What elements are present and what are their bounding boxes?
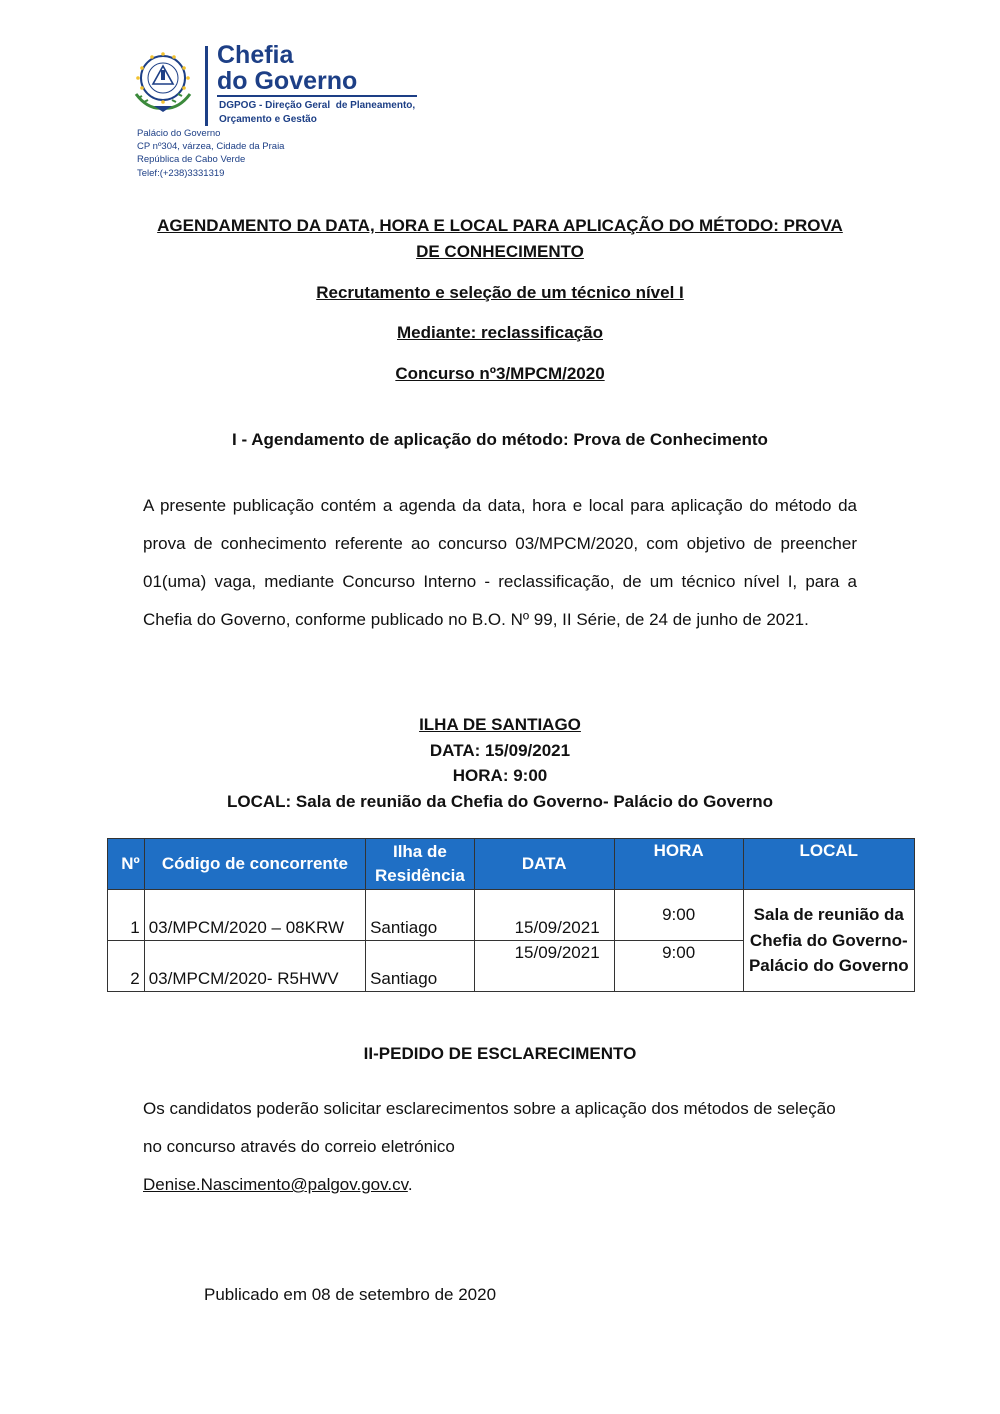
event-location: LOCAL: Sala de reunião da Chefia do Governo- Palácio do Governo — [227, 791, 773, 811]
recruitment-heading: Recrutamento e seleção de um técnico nível I — [316, 283, 684, 302]
row-location: Sala de reunião da Chefia do Governo- Palácio do Governo — [743, 890, 914, 992]
document-title-line2: DE CONHECIMENTO — [416, 242, 584, 261]
col-header-location: LOCAL — [743, 839, 914, 890]
clarification-paragraph: Os candidatos poderão solicitar esclarecimentos sobre a aplicação dos métodos de seleção no concurso através do correio eletrónico Denise.Nascimento@palgov.gov.cv. — [143, 1099, 836, 1194]
col-header-code: Código de concorrente — [144, 839, 365, 890]
col-header-num: Nº — [108, 839, 145, 890]
logo-title — [217, 42, 357, 94]
col-header-date: DATA — [474, 839, 614, 890]
section2-title: II-PEDIDO DE ESCLARECIMENTO — [363, 1044, 637, 1063]
address-block — [137, 127, 337, 180]
event-info — [140, 712, 860, 814]
address-line: Palácio do Governo — [137, 128, 221, 139]
table-header-row — [108, 839, 915, 890]
row-date: 15/09/2021 — [474, 941, 614, 992]
address-line: Telef:(+238)3331319 — [137, 167, 225, 179]
event-date: DATA: 15/09/2021 — [429, 740, 571, 760]
clarification-text: Os candidatos poderão solicitar esclarecimentos sobre a aplicação dos métodos de seleção no concurso através do correio eletrónico — [143, 1099, 836, 1156]
row-time: 9:00 — [614, 941, 743, 992]
row-time: 9:00 — [614, 890, 743, 941]
row-code: 03/MPCM/2020 – 08KRW — [144, 890, 365, 941]
document-title-line1: AGENDAMENTO DA DATA, HORA E LOCAL PARA APLICAÇÃO DO MÉTODO: PROVA — [157, 216, 843, 235]
contact-email-link[interactable]: Denise.Nascimento@palgov.gov.cv — [143, 1175, 408, 1194]
event-island: ILHA DE SANTIAGO — [419, 715, 581, 734]
logo-divider — [205, 46, 208, 126]
address-line: República de Cabo Verde — [137, 154, 246, 166]
intro-paragraph: A presente publicação contém a agenda da data, hora e local para aplicação do método da prova de conhecimento referente ao concurso 03/MPCM/2020, com objetivo de preencher 01(uma) vaga, mediante Concurso Interno - reclassificação, de um técnico nível I, para a Chefia do Governo, conforme publicado no B.O. Nº 99, II Série, de 24 de junho de 2021. — [143, 496, 857, 629]
publication-date: Publicado em 08 de setembro de 2020 — [204, 1285, 497, 1304]
row-num: 2 — [108, 941, 145, 992]
logo-subtitle — [219, 99, 459, 127]
concurso-heading: Concurso nº3/MPCM/2020 — [395, 364, 605, 383]
logo-subtitle-line1: DGPOG - Direção Geral de Planeamento, — [219, 100, 416, 111]
table-row — [108, 890, 915, 941]
event-time: HORA: 9:00 — [452, 766, 548, 785]
logo-title-line1: Chefia — [217, 41, 294, 69]
row-island: Santiago — [366, 890, 475, 941]
address-line: CP nº304, várzea, Cidade da Praia — [137, 141, 285, 153]
document-title — [140, 213, 860, 265]
row-code: 03/MPCM/2020- R5HWV — [144, 941, 365, 992]
row-num: 1 — [108, 890, 145, 941]
logo-title-line2: do Governo — [217, 67, 358, 95]
col-header-island: Ilha de Residência — [366, 839, 475, 890]
cabo-verde-emblem-icon — [128, 48, 198, 114]
row-island: Santiago — [366, 941, 475, 992]
schedule-table — [107, 838, 915, 992]
logo-rule — [217, 95, 417, 97]
mediante-heading: Mediante: reclassificação — [397, 323, 603, 342]
row-date: 15/09/2021 — [474, 890, 614, 941]
logo-subtitle-line2: Orçamento e Gestão — [219, 114, 317, 125]
section1-title: I - Agendamento de aplicação do método: Prova de Conhecimento — [232, 430, 768, 449]
col-header-time: HORA — [614, 839, 743, 890]
